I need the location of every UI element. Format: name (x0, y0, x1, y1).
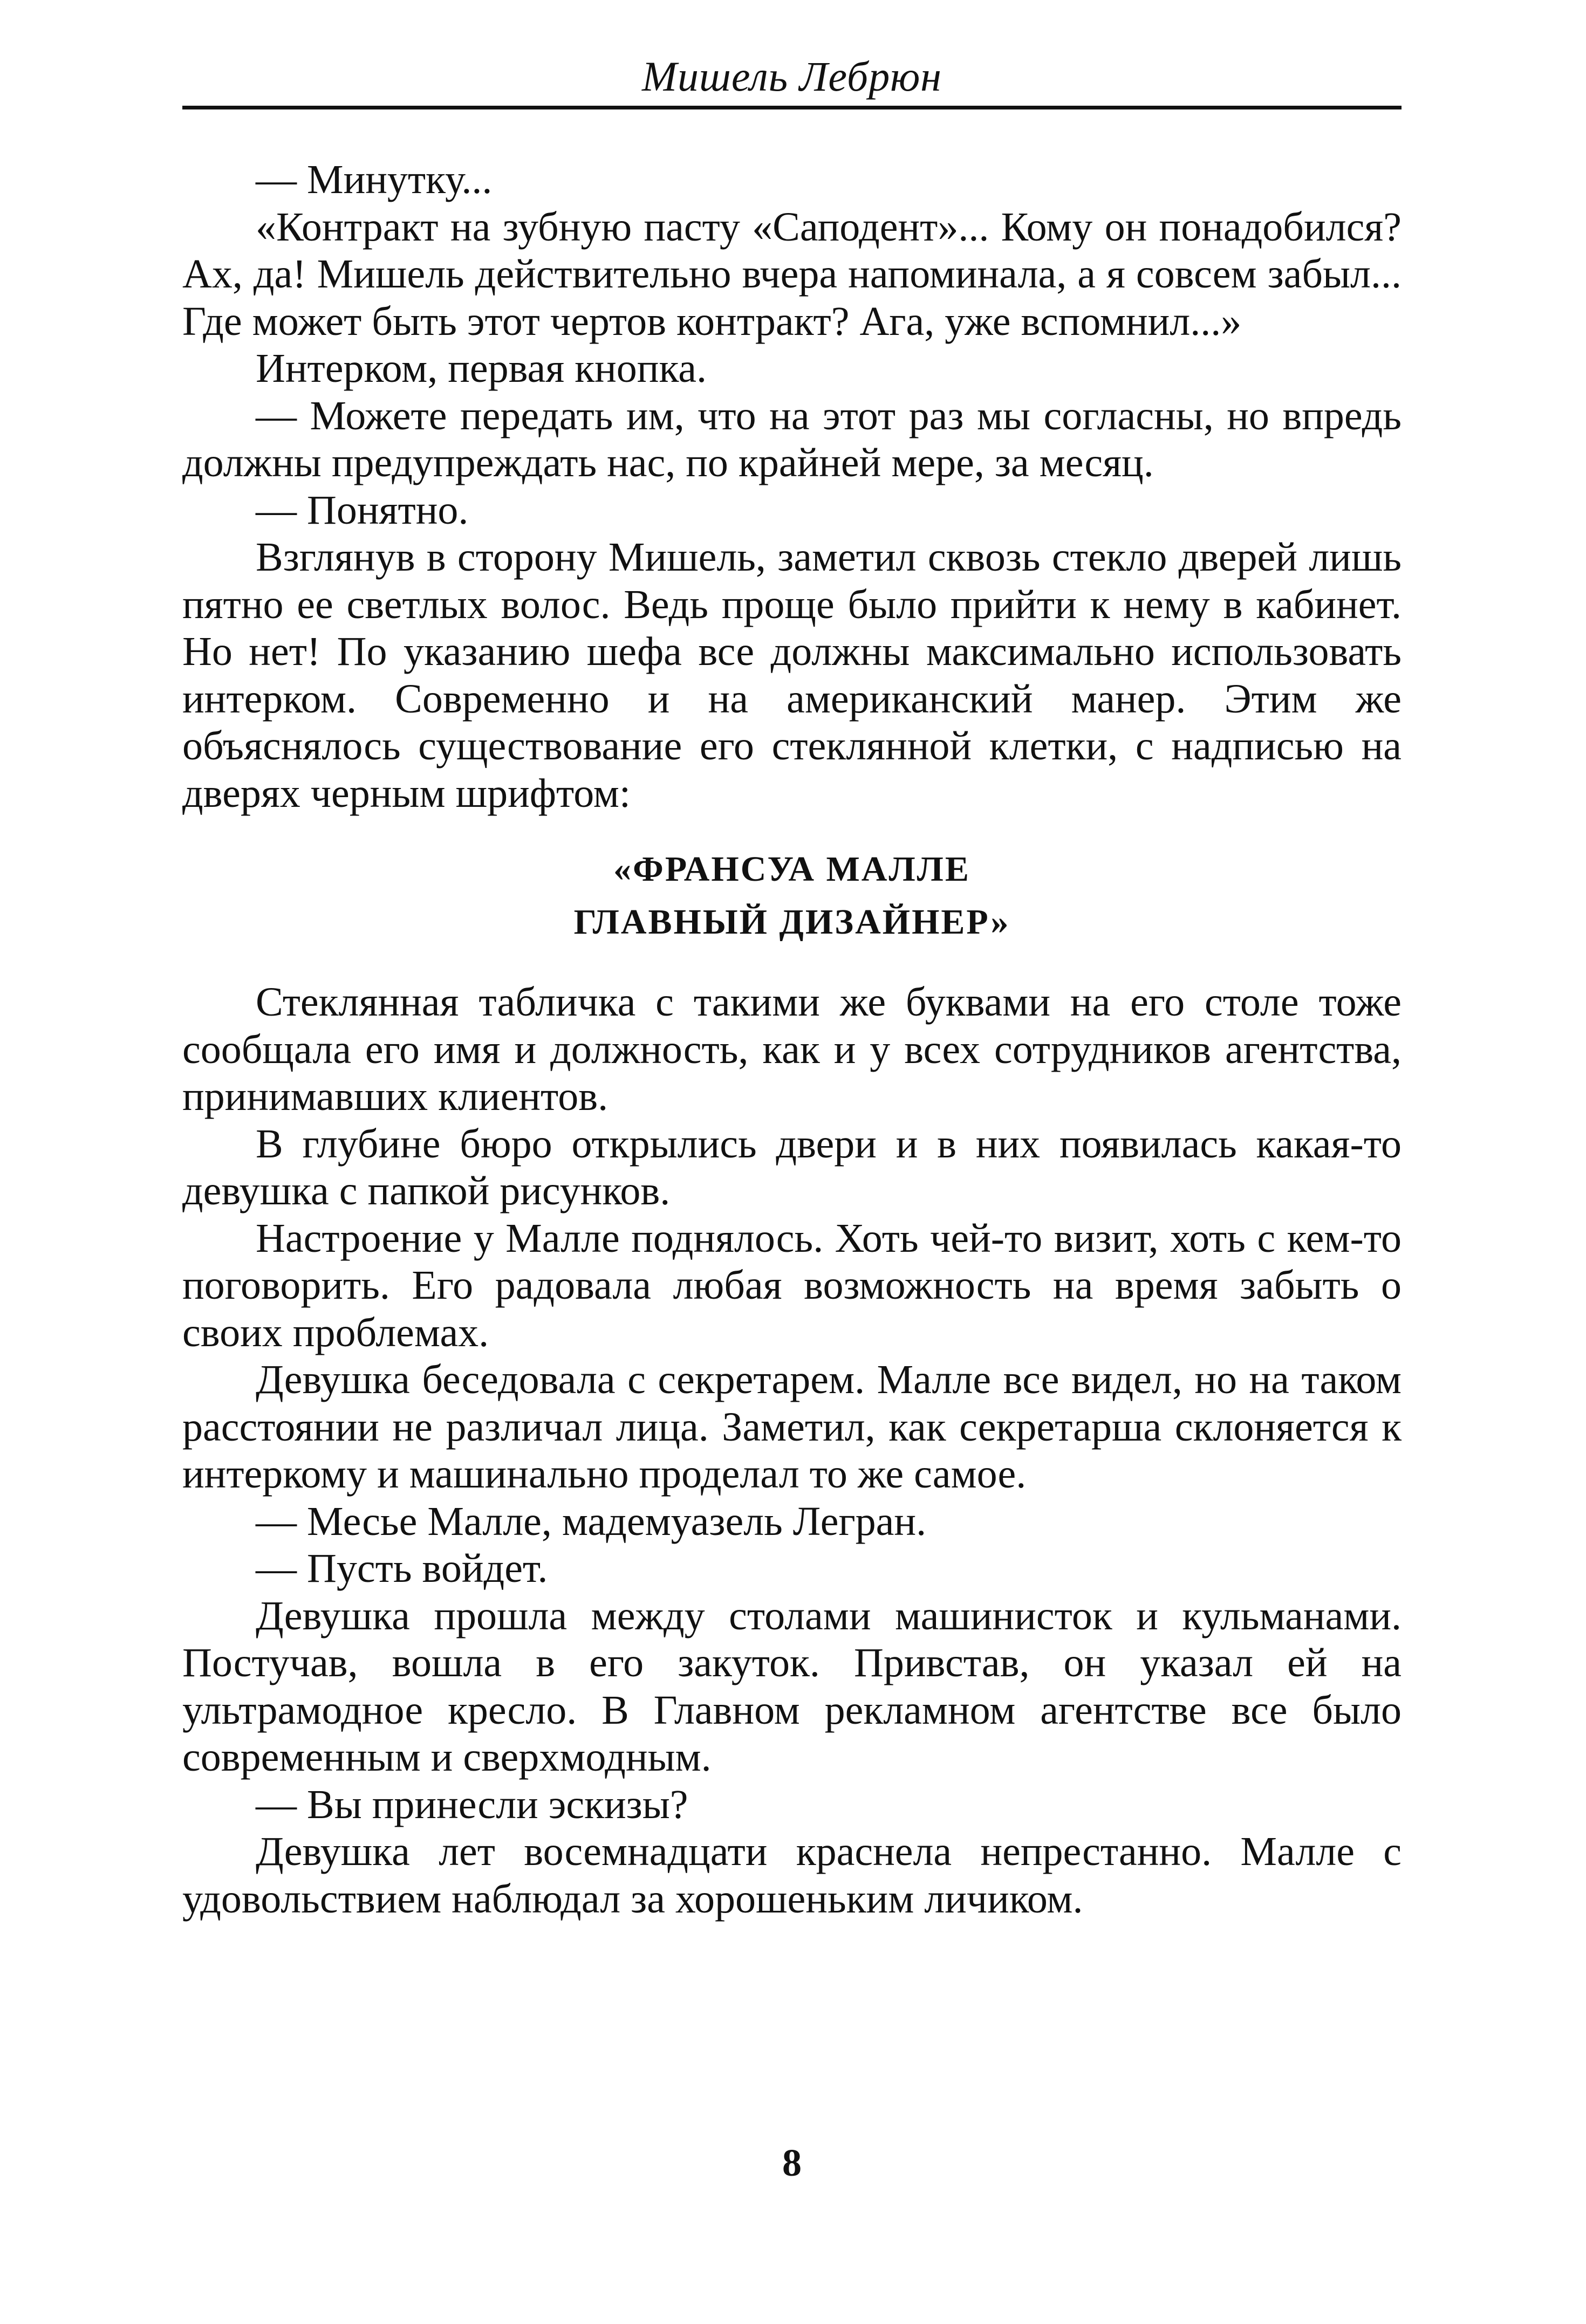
paragraph: — Минутку... (256, 157, 493, 202)
door-sign-line: «ФРАНСУА МАЛЛЕ (613, 849, 970, 889)
door-sign-line: ГЛАВНЫЙ ДИЗАЙНЕР» (573, 902, 1010, 942)
paragraph: «Контракт на зубную пасту «Саподент»... Кому он понадобился? Ах, да! Мишель действительно вчера напоминала, а я совсем забыл... Где может быть этот чертов контракт? Ага, уже вспомнил...» (182, 204, 1402, 344)
door-sign-text (182, 843, 1402, 949)
paragraph: — Понятно. (256, 487, 469, 533)
paragraph: Настроение у Малле поднялось. Хоть чей-то визит, хоть с кем-то поговорить. Его радовала любая возможность на время забыть о своих проблемах. (182, 1215, 1402, 1355)
paragraph: Девушка прошла между столами машинисток и кульманами. Постучав, вошла в его закуток. Привстав, он указал ей на ультрамодное кресло. В Главном рекламном агентстве все было современным и сверхмодным. (182, 1593, 1402, 1780)
book-page (182, 0, 1402, 2324)
paragraph: В глубине бюро открылись двери и в них появилась какая-то девушка с папкой рисунков. (182, 1121, 1402, 1214)
paragraph: Интерком, первая кнопка. (256, 346, 707, 391)
paragraph: — Вы принесли эскизы? (256, 1781, 688, 1827)
running-header-author: Мишель Лебрюн (642, 53, 942, 100)
paragraph: Взглянув в сторону Мишель, заметил сквозь стекло дверей лишь пятно ее светлых волос. Ведь проще было прийти к нему в кабинет. Но нет! По указанию шефа все должны максимально использовать интерком. Современно и на американский манер. Этим же объяснялось существование его стеклянной клетки, с надписью на дверях черным шрифтом: (182, 534, 1402, 816)
page-number: 8 (782, 2141, 802, 2184)
paragraph: Стеклянная табличка с такими же буквами на его столе тоже сообщала его имя и должность, как и у всех сотрудников агентства, принимавших клиентов. (182, 979, 1402, 1119)
paragraph: Девушка лет восемнадцати краснела непрестанно. Малле с удовольствием наблюдал за хорошеньким личиком. (182, 1829, 1402, 1922)
paragraph: Девушка беседовала с секретарем. Малле все видел, но на таком расстоянии не различал лица. Заметил, как секретарша склоняется к интеркому и машинально проделал то же самое. (182, 1357, 1402, 1497)
paragraph: — Пусть войдет. (256, 1546, 548, 1591)
header-divider (182, 106, 1402, 109)
paragraph: — Месье Малле, мадемуазель Легран. (256, 1498, 927, 1544)
paragraph: — Можете передать им, что на этот раз мы согласны, но впредь должны предупреждать нас, по крайней мере, за месяц. (182, 393, 1402, 485)
body-text (182, 156, 1402, 1923)
